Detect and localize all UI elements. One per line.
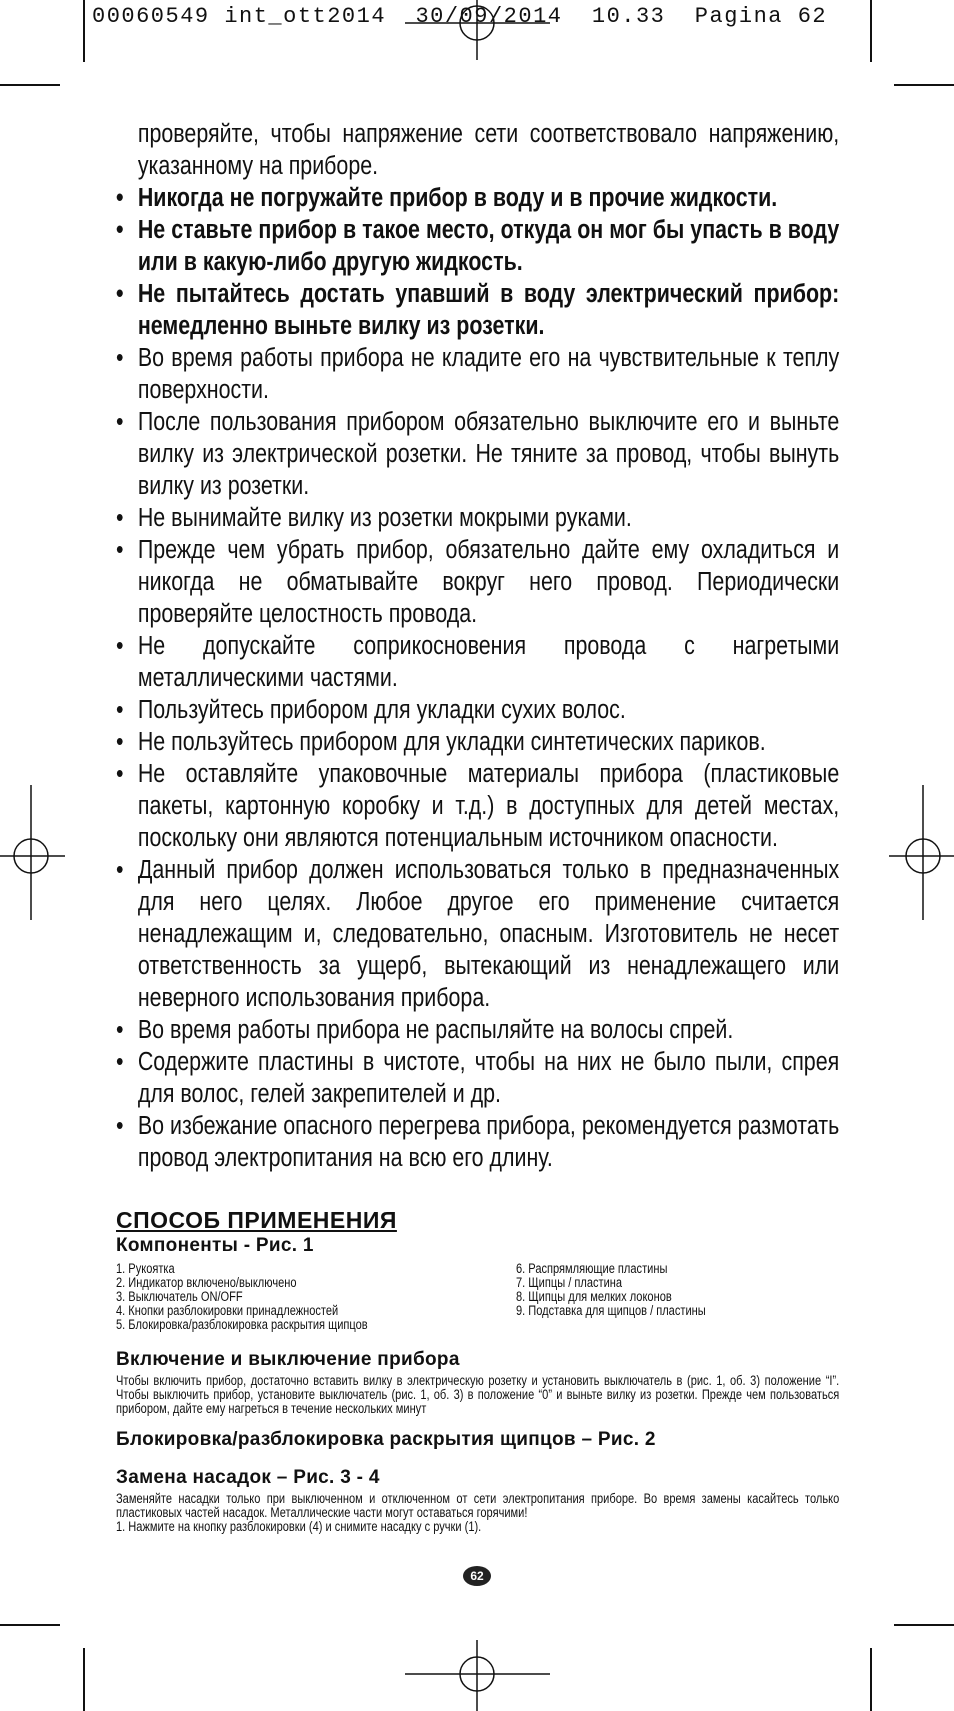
safety-bullet: • Не вынимайте вилку из розетки мокрыми руками. (116, 502, 839, 534)
safety-instructions (116, 118, 839, 1174)
crop-mark-right-bottom (894, 1624, 954, 1626)
component-item: 2. Индикатор включено/выключено (116, 1275, 297, 1290)
print-slug: 00060549 int_ott2014 30/09/2014 10.33 Pagina 62 (92, 4, 828, 29)
registration-mark-right-icon (889, 785, 954, 920)
section-title: СПОСОБ ПРИМЕНЕНИЯ (116, 1207, 397, 1233)
crop-mark-right-top (894, 84, 954, 86)
safety-bullet: • Не допускайте соприкосновения провода с нагретыми металлическими частями. (116, 630, 839, 694)
component-item: 9. Подставка для щипцов / пластины (516, 1303, 706, 1318)
safety-bullet: • Прежде чем убрать прибор, обязательно дайте ему охладиться и никогда не обматывайте вокруг него провод. Периодически проверяйте целостность провода. (116, 534, 839, 630)
usage-section (116, 1206, 839, 1534)
component-item: 6. Распрямляющие пластины (516, 1261, 668, 1276)
safety-bullet: • Не ставьте прибор в такое место, откуда он мог бы упасть в воду или в какую-либо другую жидкость. (116, 214, 839, 278)
safety-bullet: • Никогда не погружайте прибор в воду и в прочие жидкости. (116, 182, 839, 214)
components-left-column (116, 1262, 368, 1332)
replace-step: 1. Нажмите на кнопку разблокировки (4) и снимите насадку с ручки (1). (116, 1519, 482, 1534)
registration-mark-left-icon (0, 785, 65, 920)
safety-bullet: • Пользуйтесь прибором для укладки сухих волос. (116, 694, 839, 726)
safety-bullet: • Во избежание опасного перегрева прибора, рекомендуется размотать провод электропитания на всю его длину. (116, 1110, 839, 1174)
onoff-title: Включение и выключение прибора (116, 1349, 460, 1370)
page-number-badge: 62 (463, 1566, 491, 1586)
component-item: 1. Рукоятка (116, 1261, 175, 1276)
replace-title: Замена насадок – Рис. 3 - 4 (116, 1467, 380, 1488)
onoff-text: Чтобы включить прибор, достаточно вставить вилку в электрическую розетку и установить выключатель в (рис. 1, об. 3) положение “I”. Чтобы выключить прибор, установите выключатель (рис. 1, об. 3) в положение “0” и выньте вилку из розетки. Прежде чем пользоваться прибором, дайте ему нагреться в течение нескольких минут (116, 1373, 840, 1416)
safety-bullet: • Во время работы прибора не кладите его на чувствительные к теплу поверхности. (116, 342, 839, 406)
safety-bullet: • Не пытайтесь достать упавший в воду электрический прибор: немедленно выньте вилку из розетки. (116, 278, 839, 342)
crop-mark-top-left (83, 0, 85, 62)
crop-mark-bottom-left (83, 1648, 85, 1711)
crop-mark-top-right (870, 0, 872, 62)
safety-bullet: • После пользования прибором обязательно выключите его и выньте вилку из электрической розетки. Не тяните за провод, чтобы вынуть вилку из розетки. (116, 406, 839, 502)
replace-text: Заменяйте насадки только при выключенном и отключенном от сети электропитания приборе. Во время замены касайтесь только пластиковых частей насадок. Металлические части могут оставаться горячими! (116, 1491, 840, 1520)
component-item: 7. Щипцы / пластина (516, 1275, 623, 1290)
safety-bullet: • Содержите пластины в чистоте, чтобы на них не было пыли, спрея для волос, гелей закрепителей и др. (116, 1046, 839, 1110)
components-list (116, 1262, 839, 1346)
safety-bullet: • Не пользуйтесь прибором для укладки синтетических париков. (116, 726, 839, 758)
safety-bullet-list (116, 182, 839, 1174)
component-item: 3. Выключатель ON/OFF (116, 1289, 243, 1304)
safety-bullet: • Не оставляйте упаковочные материалы прибора (пластиковые пакеты, картонную коробку и т.д.) в доступных для детей местах, поскольку они являются потенциальным источником опасности. (116, 758, 839, 854)
safety-bullet: • Во время работы прибора не распыляйте на волосы спрей. (116, 1014, 839, 1046)
component-item: 4. Кнопки разблокировки принадлежностей (116, 1303, 339, 1318)
intro-paragraph: проверяйте, чтобы напряжение сети соответствовало напряжению, указанному на приборе. (137, 120, 840, 180)
crop-mark-left-bottom (0, 1624, 60, 1626)
components-right-column (516, 1262, 706, 1318)
registration-mark-bottom-icon (405, 1640, 550, 1711)
lock-title: Блокировка/разблокировка раскрытия щипцов – Рис. 2 (116, 1429, 656, 1450)
component-item: 5. Блокировка/разблокировка раскрытия щипцов (116, 1317, 368, 1332)
crop-mark-left-top (0, 84, 60, 86)
component-item: 8. Щипцы для мелких локонов (516, 1289, 672, 1304)
crop-mark-bottom-right (870, 1648, 872, 1711)
components-title: Компоненты - Рис. 1 (116, 1235, 314, 1256)
safety-bullet: • Данный прибор должен использоваться только в предназначенных для него целях. Любое другое его применение считается ненадлежащим и, следовательно, опасным. Изготовитель не несет ответственность за ущерб, вытекающий из ненадлежащего или неверного использования прибора. (116, 854, 839, 1014)
